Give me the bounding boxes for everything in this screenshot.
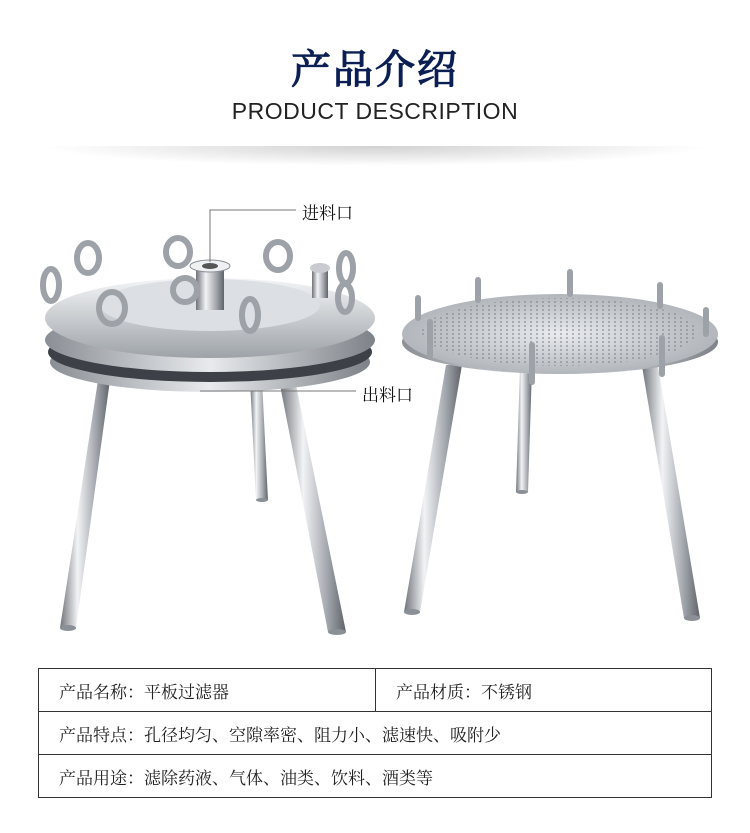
product-photo — [0, 170, 750, 650]
table-row — [39, 755, 712, 798]
product-material-cell: 产品材质：不锈钢 — [376, 669, 712, 712]
product-name-cell: 产品名称：平板过滤器 — [39, 669, 376, 712]
page-title: 产品介绍 — [291, 47, 459, 93]
product-features-cell: 产品特点：孔径均匀、空隙率密、阻力小、滤速快、吸附少 — [39, 712, 712, 755]
open-filter-plate — [402, 272, 718, 621]
table-row — [39, 669, 712, 712]
product-usage-cell: 产品用途：滤除药液、气体、油类、饮料、酒类等 — [39, 755, 712, 798]
outlet-label: 出料口 — [362, 386, 413, 406]
inlet-label: 进料口 — [302, 204, 353, 224]
assembled-filter — [43, 238, 375, 635]
page-subtitle: PRODUCT DESCRIPTION — [231, 98, 519, 124]
divider-shadow — [40, 146, 710, 166]
table-row — [39, 712, 712, 755]
spec-table — [38, 668, 712, 798]
